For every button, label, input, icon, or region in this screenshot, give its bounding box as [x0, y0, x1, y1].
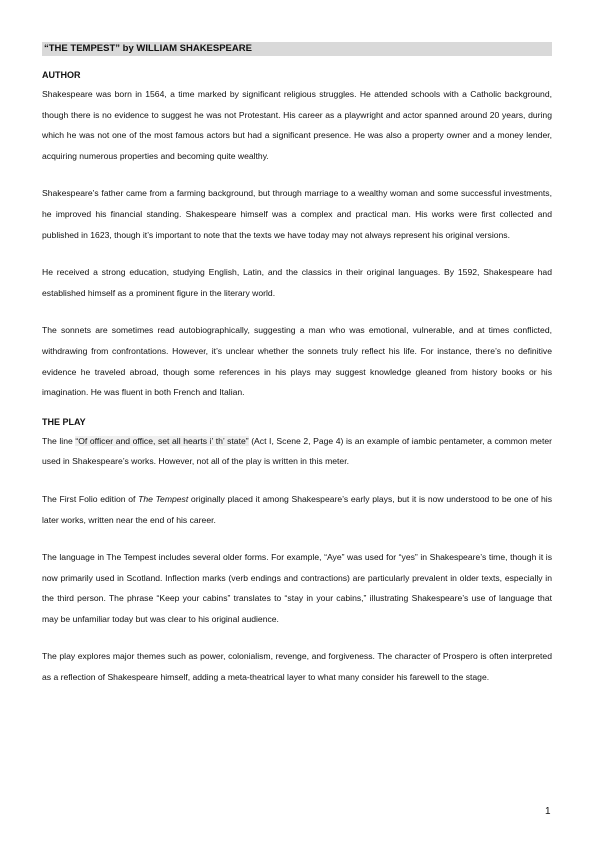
- play-paragraph-2-rest: originally placed it among Shakespeare’s early plays, but it is now understood to be one of his later works, written near the end of his career.: [42, 493, 552, 525]
- author-paragraph-3: He received a strong education, studying English, Latin, and the classics in their original languages. By 1592, Shakespeare had established himself as a prominent figure in the literary world.: [42, 267, 552, 298]
- play-paragraph-3: The language in The Tempest includes several older forms. For example, “Aye” was used for “yes” in Shakespeare’s time, though it is now primarily used in Scotland. Inflection marks (verb endings and contractions) are particularly prevalent in older texts, especially in the third person. The phrase “Keep your cabins” translates to “stay in your cabins,” illustrating Shakespeare’s use of language that may be unfamiliar today but was clear to his original audience.: [42, 552, 552, 624]
- play-paragraph-2-lead: The First Folio edition of: [42, 493, 139, 504]
- play-title-italic: The Tempest: [138, 493, 189, 504]
- author-paragraph-1: Shakespeare was born in 1564, a time marked by significant religious struggles. He attended schools with a Catholic background, though there is no evidence to suggest he was not Protestant. His career as a playwright and actor spanned around 20 years, during which he was not one of the most famous actors but had a significant presence. He was also a property owner and a money lender, acquiring numerous properties and becoming quite wealthy.: [42, 89, 552, 161]
- play-paragraph-4: The play explores major themes such as power, colonialism, revenge, and forgiveness. The character of Prospero is often interpreted as a reflection of Shakespeare himself, adding a meta-theatrical layer to what many consider his farewell to the stage.: [42, 651, 552, 683]
- document-title: “THE TEMPEST” by WILLIAM SHAKESPEARE: [42, 42, 552, 56]
- play-paragraph-1: [42, 431, 552, 472]
- play-paragraph-1-lead: The line: [42, 435, 76, 446]
- author-heading: AUTHOR: [42, 70, 81, 80]
- play-paragraph-1-rest: (Act I, Scene 2, Page 4) is an example of iambic pentameter, a common meter used in Shakespeare’s works. However, not all of the play is written in this meter.: [42, 435, 552, 467]
- play-heading: THE PLAY: [42, 416, 86, 427]
- author-paragraph-2: Shakespeare’s father came from a farming background, but through marriage to a wealthy woman and some successful investments, he improved his financial standing. Shakespeare himself was a complex and practical man. His works were first collected and published in 1623, though it’s important to note that the texts we have today may not always represent his original versions.: [42, 188, 552, 240]
- iambic-quote: “Of officer and office, set all hearts i’ th’ state”: [75, 435, 249, 446]
- author-paragraph-4: The sonnets are sometimes read autobiographically, suggesting a man who was emotional, vulnerable, and at times conflicted, withdrawing from confrontations. However, it’s unclear whether the sonnets truly reflect his life. For instance, there’s no definitive evidence he traveled abroad, though some references in his plays may suggest knowledge gleaned from history books or his imagination. He was fluent in both French and Italian.: [42, 325, 552, 398]
- play-paragraph-2: [42, 489, 552, 530]
- page-number: 1: [545, 806, 551, 817]
- document-page: [42, 42, 552, 705]
